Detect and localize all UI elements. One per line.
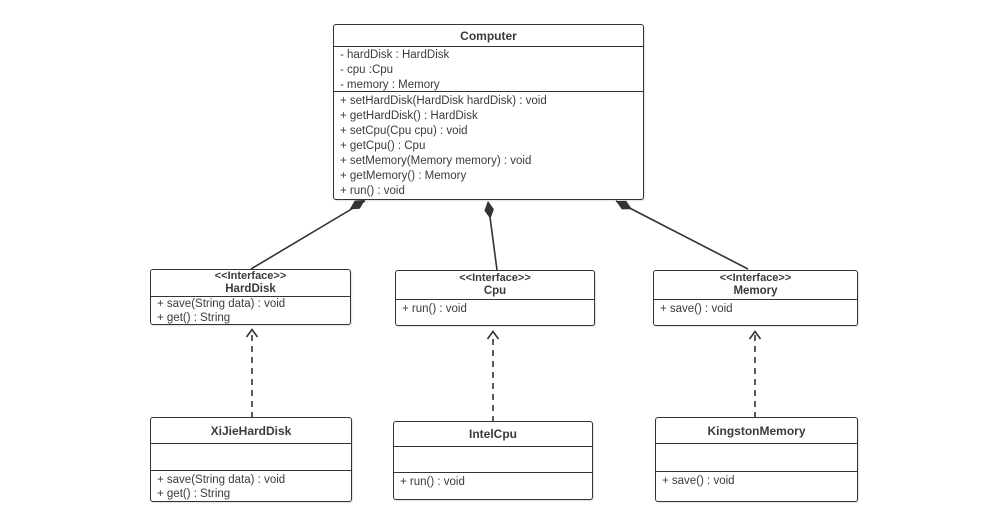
member-line: + run() : void (400, 476, 465, 488)
class-attributes (334, 47, 643, 92)
class-kingston-memory (655, 417, 858, 502)
member-line: + save() : void (660, 303, 733, 315)
realization-connector-xijie-harddisk (247, 330, 258, 419)
member-line: + setMemory(Memory memory) : void (340, 155, 532, 167)
class-title: XiJieHardDisk (151, 418, 351, 444)
composition-connector-computer-memory (614, 197, 748, 269)
class-attributes (151, 444, 351, 471)
class-title: Computer (334, 25, 643, 47)
member-line: + get() : String (157, 488, 231, 500)
stereotype-label: <<Interface>> (459, 272, 531, 284)
interface-memory (653, 270, 858, 326)
class-methods (151, 297, 350, 325)
stereotype-label: <<Interface>> (214, 270, 287, 282)
class-methods (394, 473, 592, 499)
member-line: - memory : Memory (340, 79, 440, 91)
member-line: + run() : void (340, 185, 405, 197)
composition-diamond (483, 200, 495, 219)
class-computer (333, 24, 644, 200)
class-attributes (656, 444, 857, 472)
member-line: + getMemory() : Memory (340, 170, 467, 182)
class-title (654, 271, 857, 300)
member-line: + get() : String (157, 312, 231, 324)
class-title: IntelCpu (394, 422, 592, 447)
composition-connector-computer-harddisk (251, 196, 367, 269)
interface-name: Cpu (483, 285, 507, 297)
class-methods (654, 300, 857, 325)
class-methods (151, 471, 351, 501)
interface-name: Memory (733, 285, 778, 297)
class-title (151, 270, 350, 297)
stereotype-label: <<Interface>> (719, 272, 792, 284)
class-methods (656, 472, 857, 501)
interface-name: HardDisk (225, 283, 276, 295)
class-intel-cpu (393, 421, 593, 500)
member-line: + save() : void (662, 475, 735, 487)
member-line: + getHardDisk() : HardDisk (340, 110, 478, 122)
class-attributes (394, 447, 592, 473)
member-line: + getCpu() : Cpu (340, 140, 426, 152)
member-line: + setHardDisk(HardDisk hardDisk) : void (340, 95, 547, 107)
interface-cpu (395, 270, 595, 326)
class-methods (396, 300, 594, 325)
member-line: + save(String data) : void (157, 474, 286, 486)
member-line: + run() : void (402, 303, 467, 315)
realization-connector-kingston-memory (750, 332, 761, 419)
realization-connector-intel-cpu (488, 332, 499, 423)
realization-arrowhead (488, 332, 499, 340)
member-line: - cpu :Cpu (340, 64, 394, 76)
member-line: + setCpu(Cpu cpu) : void (340, 125, 468, 137)
class-methods (334, 92, 643, 199)
class-title (396, 271, 594, 300)
member-line: + save(String data) : void (157, 298, 286, 310)
composition-connector-computer-cpu (483, 200, 497, 270)
class-title: KingstonMemory (656, 418, 857, 444)
interface-harddisk (150, 269, 351, 325)
member-line: - hardDisk : HardDisk (340, 49, 450, 61)
class-xijie-harddisk (150, 417, 352, 502)
